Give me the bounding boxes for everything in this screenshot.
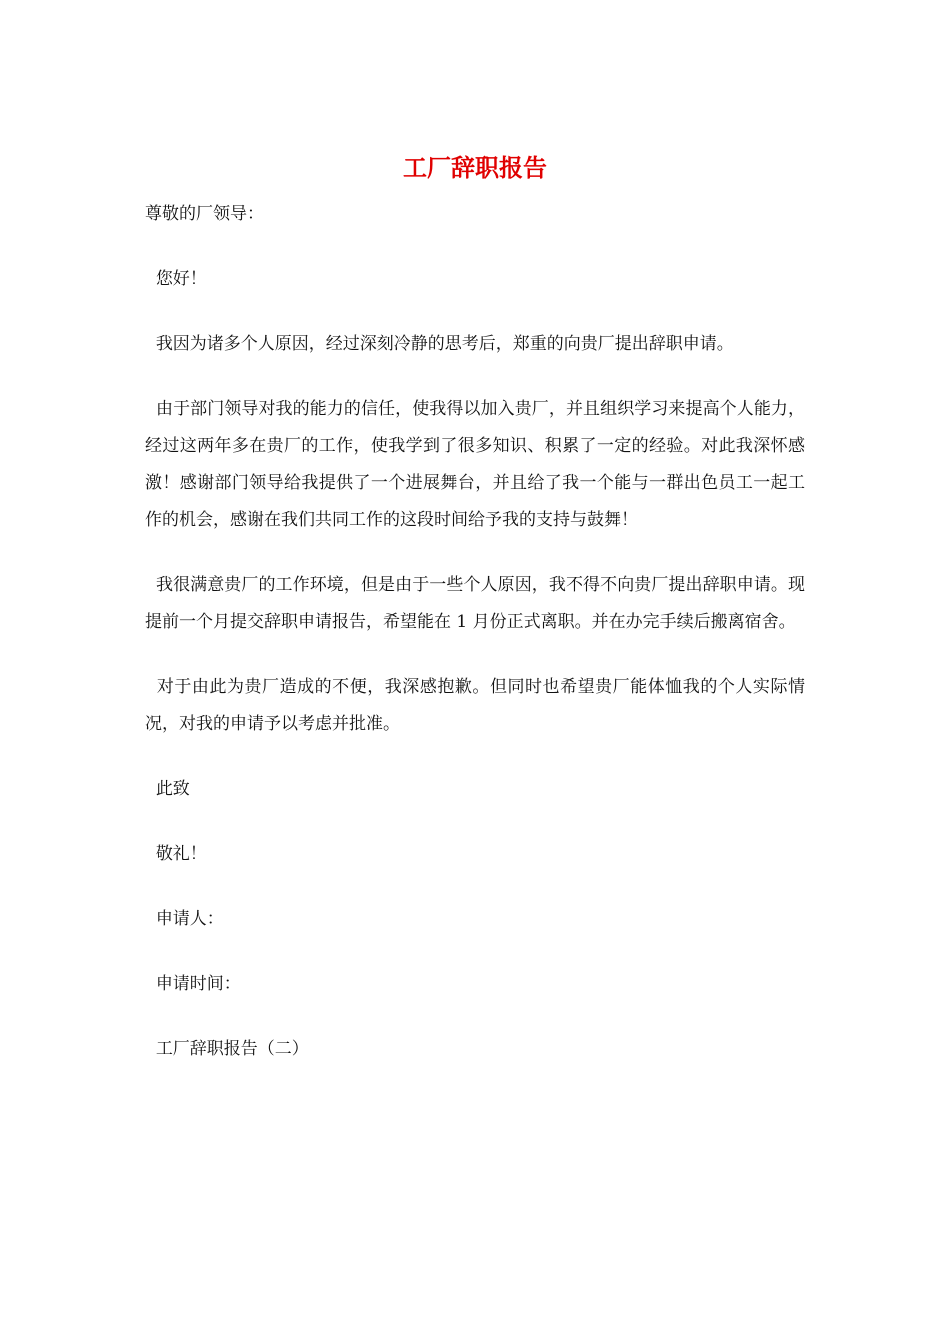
application-date-field: 申请时间： bbox=[145, 974, 241, 994]
body-paragraph: 我因为诸多个人原因，经过深刻冷静的思考后，郑重的向贵厂提出辞职申请。 bbox=[145, 334, 734, 354]
greeting-paragraph: 您好！ bbox=[145, 269, 207, 289]
applicant-field: 申请人： bbox=[145, 909, 224, 929]
body-paragraph: 由于部门领导对我的能力的信任，使我得以加入贵厂，并且组织学习来提高个人能力，经过这两年多在贵厂的工作，使我学到了很多知识、积累了一定的经验。对此我深怀感激！感谢部门领导给我提供了一个进展舞台，并且给了我一个能与一群出色员工一起工作的机会，感谢在我们共同工作的这段时间给予我的支持与鼓舞！ bbox=[145, 399, 806, 530]
next-section-heading: 工厂辞职报告（二） bbox=[145, 1039, 309, 1059]
closing-regards: 敬礼！ bbox=[145, 844, 207, 864]
document-body bbox=[145, 196, 805, 1096]
body-paragraph: 对于由此为贵厂造成的不便，我深感抱歉。但同时也希望贵厂能体恤我的个人实际情况，对我的申请予以考虑并批准。 bbox=[145, 677, 805, 734]
document-title: 工厂辞职报告 bbox=[403, 153, 547, 182]
body-paragraph: 我很满意贵厂的工作环境，但是由于一些个人原因，我不得不向贵厂提出辞职申请。现提前一个月提交辞职申请报告，希望能在 1 月份正式离职。并在办完手续后搬离宿舍。 bbox=[145, 575, 806, 632]
closing-line: 此致 bbox=[145, 779, 190, 799]
salutation: 尊敬的厂领导： bbox=[145, 204, 264, 224]
